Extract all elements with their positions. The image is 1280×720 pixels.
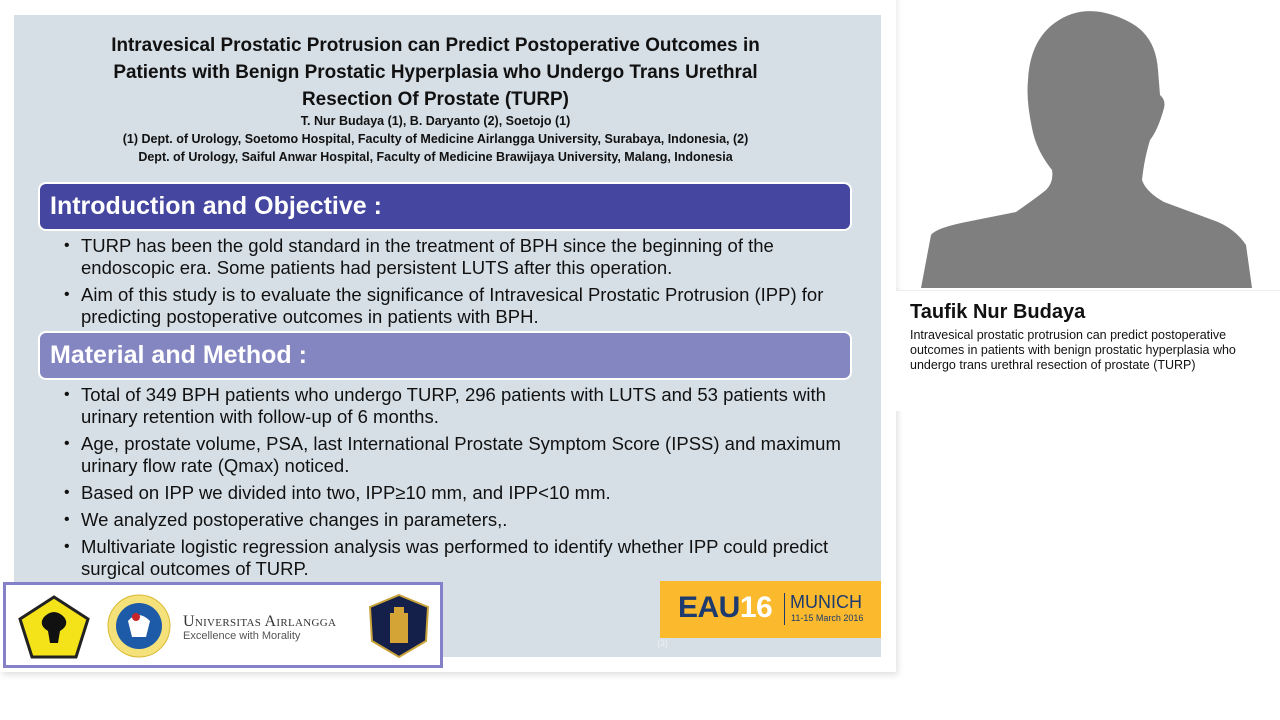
title-line: Intravesical Prostatic Protrusion can Predict Postoperative Outcomes in [111,34,760,56]
divider [784,593,785,625]
slide-title [27,32,845,113]
conference-city: MUNICH [790,592,862,612]
conference-name [678,591,772,625]
method-bullets [64,384,854,585]
presentation-slide [14,15,881,657]
bullet-item: • We analyzed postoperative changes in parameters,. [64,509,854,531]
section-heading-method: Material and Method : [38,331,852,380]
introduction-bullets [64,235,854,333]
affiliation-line: Dept. of Urology, Saiful Anwar Hospital, Faculty of Medicine Brawijaya University, Malang, Indonesia [138,150,733,164]
author-list: T. Nur Budaya (1), B. Daryanto (2), Soetojo (1) [300,114,571,128]
airlangga-emblem-icon [106,593,172,659]
university-name: Universitas Airlangga [183,613,337,630]
title-line: Patients with Benign Prostatic Hyperplasia who Undergo Trans Urethral [113,61,758,83]
bullet-item: • Aim of this study is to evaluate the significance of Intravesical Prostatic Protrusion (IPP) for predicting postoperative outcomes in patients with BPH. [64,284,854,328]
slide-authors [14,112,857,166]
talk-title: Intravesical prostatic protrusion can predict postoperative outcomes in patients with benign prostatic hyperplasia who undergo trans urethral resection of prostate (TURP) [910,328,1236,372]
bullet-item: • Total of 349 BPH patients who undergo TURP, 296 patients with LUTS and 53 patients with urinary retention with follow-up of 6 months. [64,384,854,428]
university-tagline: Excellence with Morality [183,630,301,642]
bullet-item: • Multivariate logistic regression analysis was performed to identify whether IPP could predict surgical outcomes of TURP. [64,536,854,580]
speaker-photo [896,0,1280,288]
speaker-name: Taufik Nur Budaya [910,301,1086,323]
slide-number: (3) [657,638,668,648]
conference-acronym: EAU [678,591,740,624]
person-silhouette-icon [896,0,1280,288]
conference-year: 16 [739,591,773,624]
conference-logo [660,581,881,638]
bullet-item: • Based on IPP we divided into two, IPP≥10 mm, and IPP<10 mm. [64,482,854,504]
iaui-pentagon-logo-icon [18,595,90,659]
bullet-item: • Age, prostate volume, PSA, last International Prostate Symptom Score (IPSS) and maximum urinary flow rate (Qmax) noticed. [64,433,854,477]
brawijaya-emblem-icon [366,593,432,659]
speaker-info-panel [896,290,1280,411]
affiliation-line: (1) Dept. of Urology, Soetomo Hospital, Faculty of Medicine Airlangga University, Surabaya, Indonesia, (2) [122,132,749,146]
title-line: Resection Of Prostate (TURP) [302,88,569,110]
bullet-item: • TURP has been the gold standard in the treatment of BPH since the beginning of the endoscopic era. Some patients had persistent LUTS after this operation. [64,235,854,279]
conference-dates: 11-15 March 2016 [791,613,864,623]
institution-logos [3,582,443,668]
section-heading-introduction: Introduction and Objective : [38,182,852,231]
